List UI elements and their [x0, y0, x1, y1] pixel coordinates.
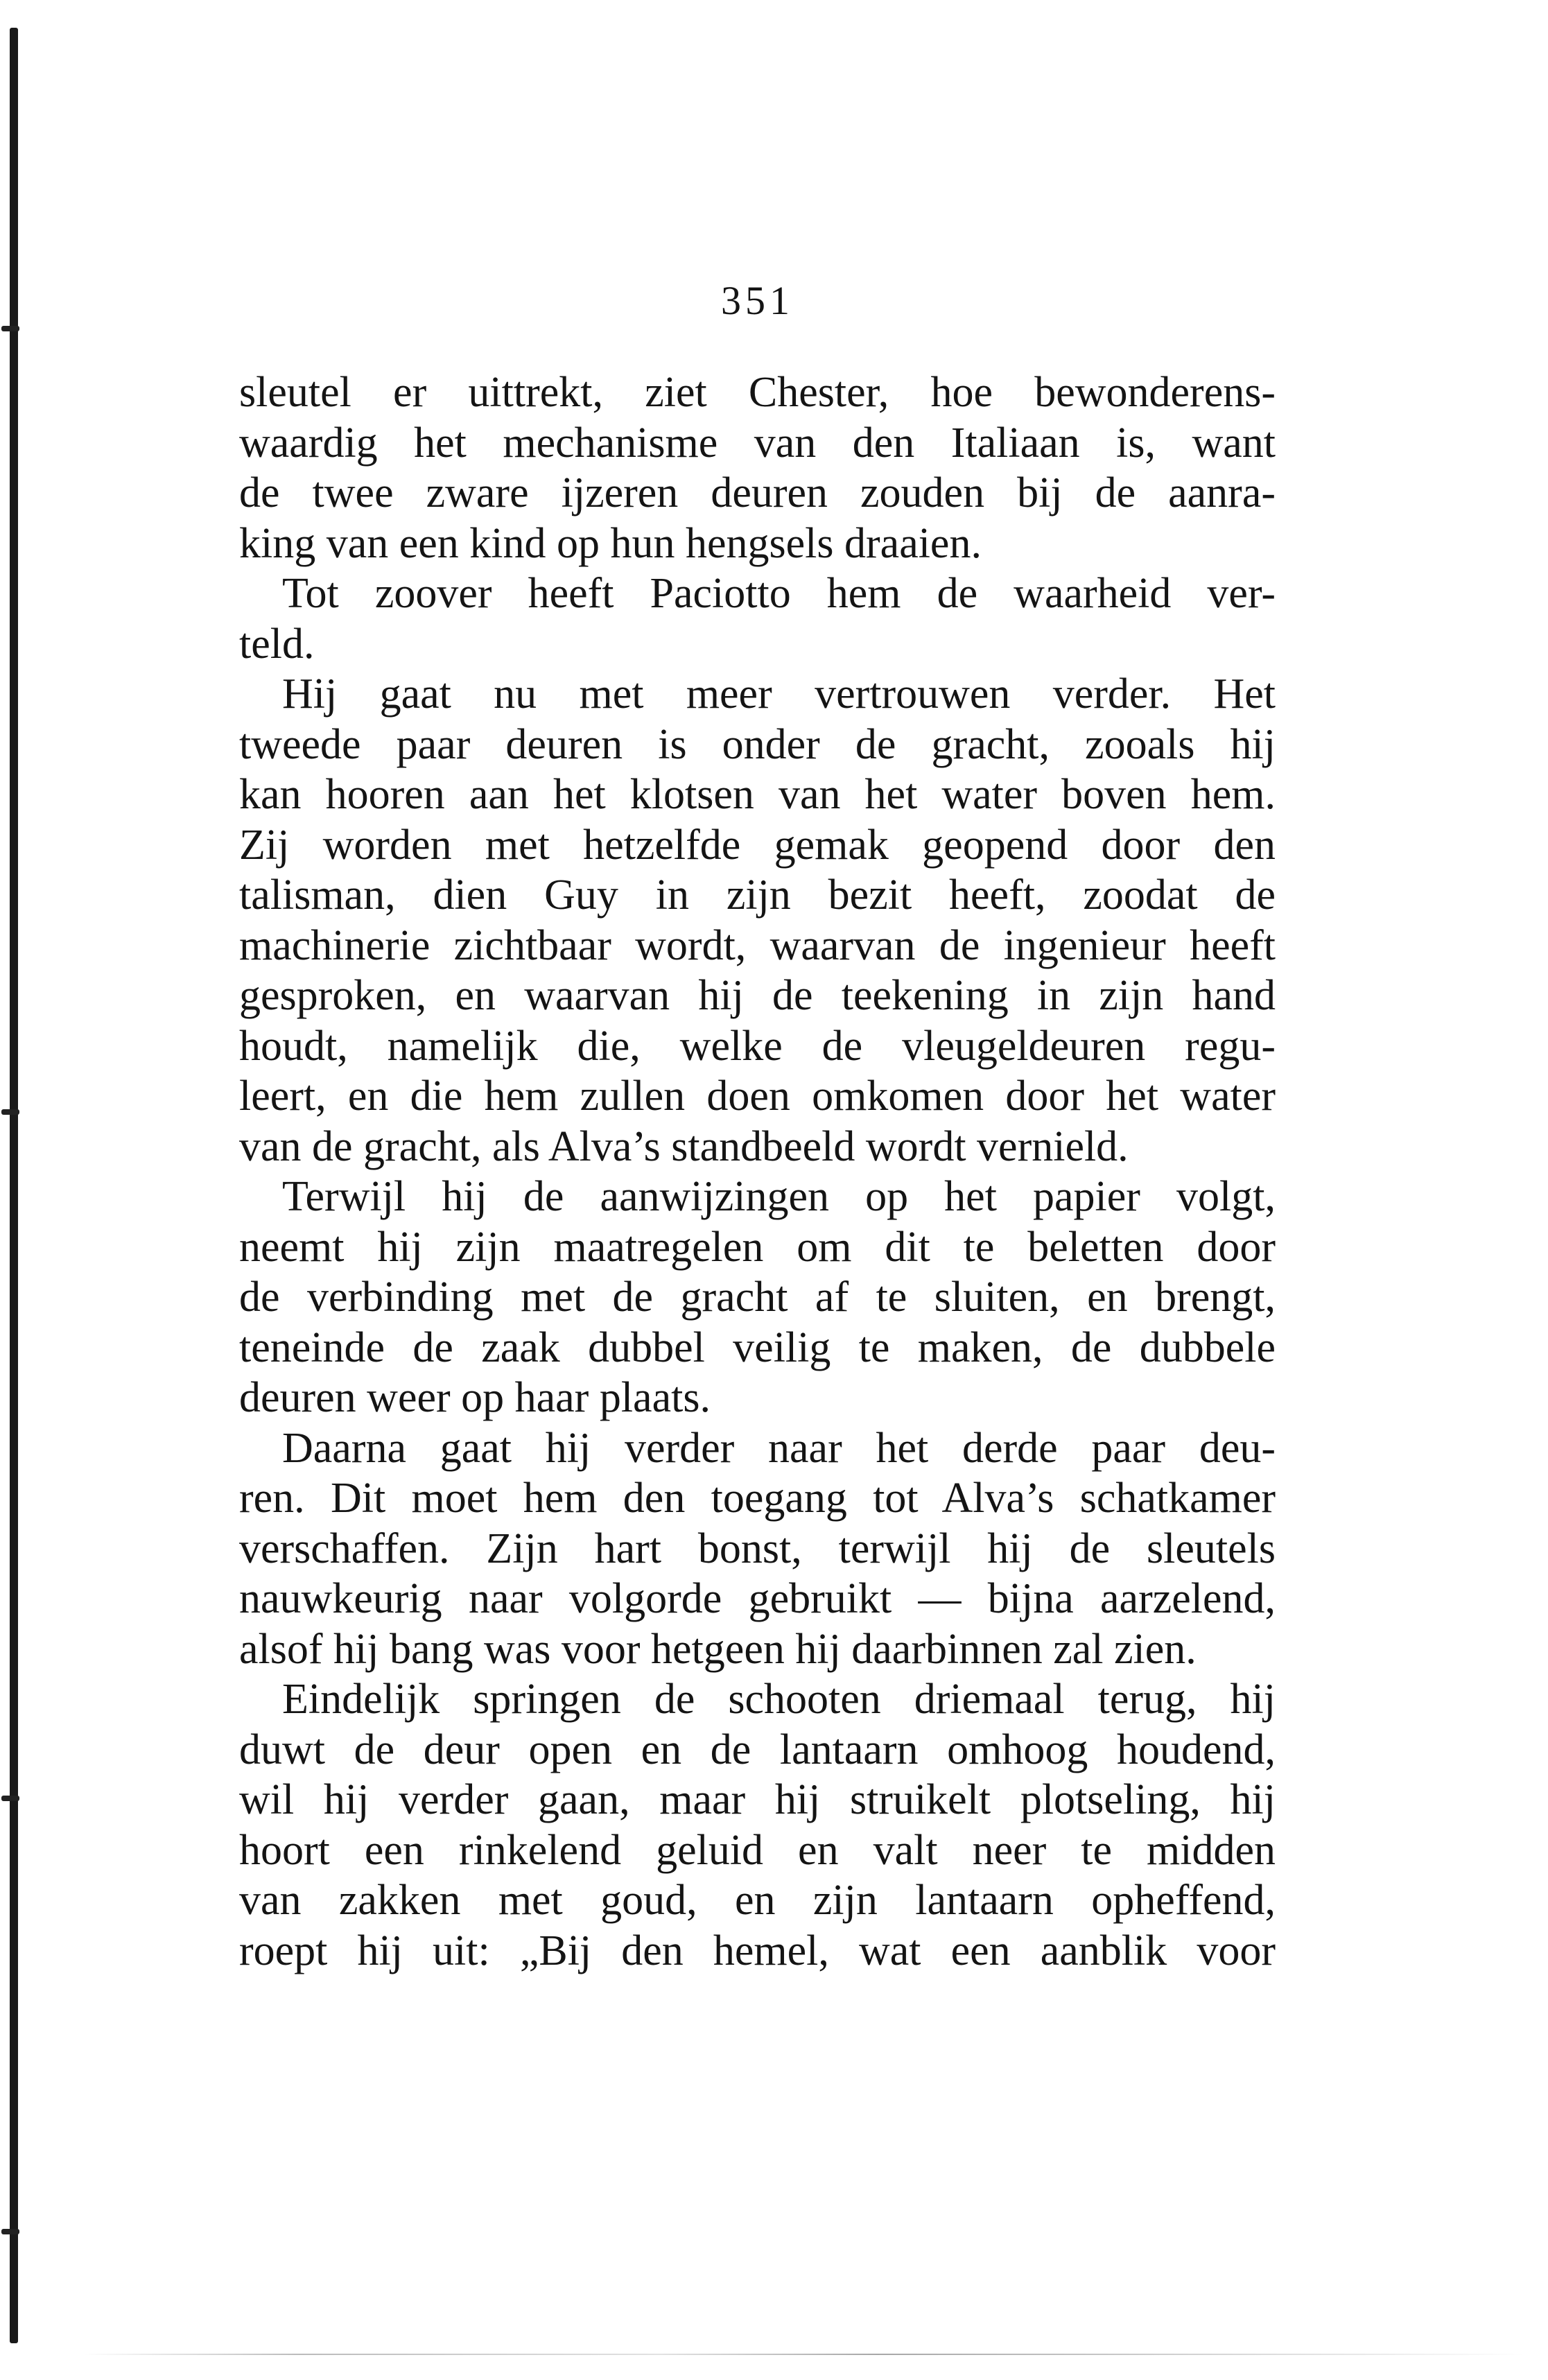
- text-line: king van een kind op hun hengsels draaien.: [239, 519, 982, 567]
- text-line: alsof hij bang was voor hetgeen hij daarbinnen zal zien.: [239, 1625, 1197, 1673]
- text-line: deuren weer op haar plaats.: [239, 1374, 711, 1421]
- text-line: Eindelijk springen de schooten driemaal terug, hij: [282, 1676, 1276, 1723]
- text-line: de twee zware ijzeren deuren zouden bij de aanra-: [239, 469, 1276, 516]
- text-line: ren. Dit moet hem den toegang tot Alva’s schatkamer: [239, 1475, 1276, 1522]
- scan-artifact-line: [83, 2354, 1525, 2355]
- text-line: Zij worden met hetzelfde gemak geopend door den: [239, 821, 1276, 869]
- text-line: machinerie zichtbaar wordt, waarvan de ingenieur heeft: [239, 921, 1276, 969]
- text-line: tweede paar deuren is onder de gracht, zooals hij: [239, 720, 1276, 768]
- text-line: nauwkeurig naar volgorde gebruikt — bijna aarzelend,: [239, 1575, 1276, 1622]
- text-line: teneinde de zaak dubbel veilig te maken, de dubbele: [239, 1323, 1276, 1371]
- book-spine-edge: [10, 28, 18, 2343]
- text-line: de verbinding met de gracht af te sluiten, en brengt,: [239, 1274, 1276, 1321]
- text-line: houdt, namelijk die, welke de vleugeldeuren regu-: [239, 1022, 1276, 1070]
- spine-notch: [1, 326, 19, 331]
- text-line: duwt de deur open en de lantaarn omhoog houdend,: [239, 1726, 1276, 1773]
- text-line: talisman, dien Guy in zijn bezit heeft, zoodat de: [239, 871, 1276, 919]
- text-line: verschaffen. Zijn hart bonst, terwijl hij de sleutels: [239, 1525, 1276, 1572]
- text-line: Tot zoover heeft Paciotto hem de waarheid ver-: [282, 570, 1276, 617]
- text-line: van zakken met goud, en zijn lantaarn opheffend,: [239, 1877, 1276, 1924]
- spine-notch: [1, 2229, 19, 2234]
- text-line: hoort een rinkelend geluid en valt neer te midden: [239, 1826, 1276, 1874]
- text-line: teld.: [239, 620, 315, 668]
- text-line: sleutel er uittrekt, ziet Chester, hoe bewonderens-: [239, 369, 1276, 416]
- text-line: neemt hij zijn maatregelen om dit te beletten door: [239, 1223, 1276, 1271]
- text-line: van de gracht, als Alva’s standbeeld wordt vernield.: [239, 1122, 1129, 1170]
- text-line: Hij gaat nu met meer vertrouwen verder. Het: [282, 670, 1276, 718]
- text-line: roept hij uit: „Bij den hemel, wat een aanblik voor: [239, 1927, 1276, 1974]
- text-line: gesproken, en waarvan hij de teekening in zijn hand: [239, 972, 1276, 1019]
- spine-notch: [1, 1796, 19, 1801]
- text-line: wil hij verder gaan, maar hij struikelt plotseling, hij: [239, 1776, 1276, 1823]
- text-line: Daarna gaat hij verder naar het derde paar deu-: [282, 1424, 1276, 1472]
- page-number: 351: [721, 278, 794, 323]
- text-line: Terwijl hij de aanwijzingen op het papier volgt,: [282, 1173, 1276, 1220]
- spine-notch: [1, 1109, 19, 1115]
- text-line: leert, en die hem zullen doen omkomen door het water: [239, 1072, 1276, 1120]
- text-line: kan hooren aan het klotsen van het water boven hem.: [239, 771, 1276, 818]
- body-text: [239, 367, 1276, 1976]
- text-line: waardig het mechanisme van den Italiaan is, want: [239, 419, 1276, 467]
